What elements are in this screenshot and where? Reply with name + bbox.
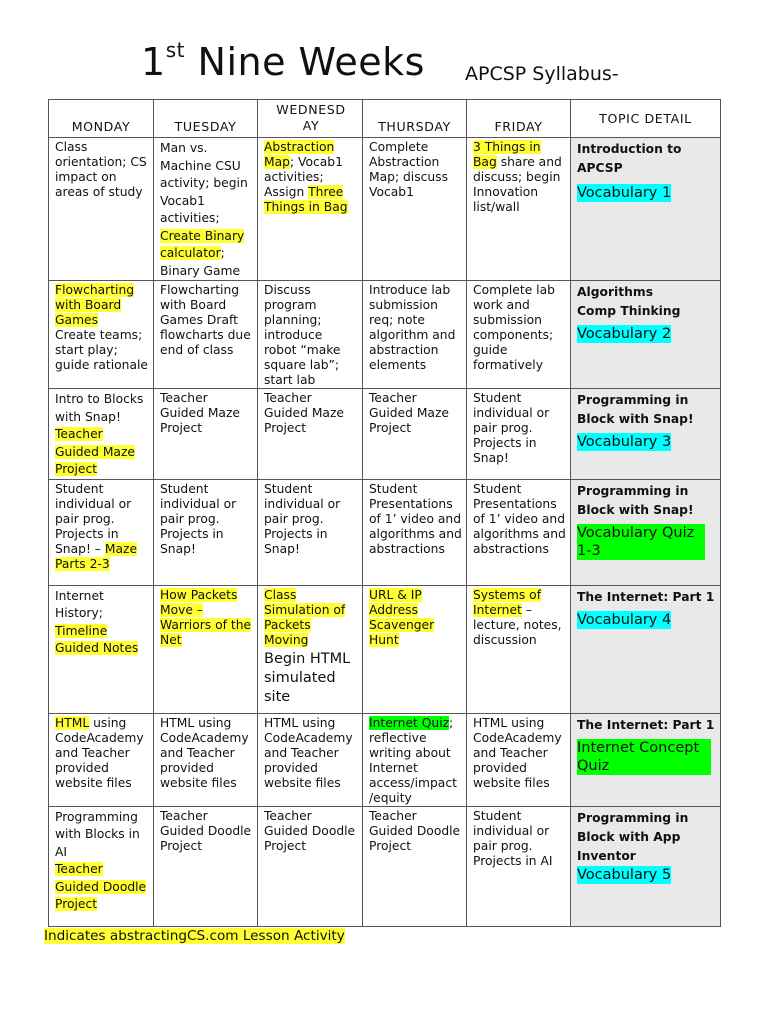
cell-monday: HTML using CodeAcademy and Teacher provided website files — [49, 713, 154, 806]
cell-thursday: Internet Quiz; reflective writing about Internet access/impact /equity — [363, 713, 467, 806]
cell-topic: The Internet: Part 1 Internet Concept Quiz — [571, 713, 721, 806]
column-header-wednesday: WEDNESDAY — [258, 100, 363, 138]
table-row — [49, 713, 721, 806]
cell-friday: HTML using CodeAcademy and Teacher provided website files — [467, 713, 571, 806]
cell-thursday: Complete Abstraction Map; discuss Vocab1 — [363, 138, 467, 281]
cell-friday: Student Presentations of 1’ video and algorithms and abstractions — [467, 479, 571, 585]
cell-topic: Programming in Block with Snap! Vocabulary 3 — [571, 389, 721, 480]
cell-friday: Student individual or pair prog. Projects in AI — [467, 806, 571, 926]
cell-tuesday: How Packets Move – Warriors of the Net — [154, 585, 258, 713]
cell-topic: The Internet: Part 1 Vocabulary 4 — [571, 585, 721, 713]
cell-topic: Introduction to APCSP Vocabulary 1 — [571, 138, 721, 281]
cell-wednesday: Class Simulation of Packets Moving Begin HTML simulated site — [258, 585, 363, 713]
cell-thursday: Teacher Guided Maze Project — [363, 389, 467, 480]
cell-monday: Intro to Blocks with Snap! Teacher Guided Maze Project — [49, 389, 154, 480]
cell-tuesday: Flowcharting with Board Games Draft flowcharts due end of class — [154, 281, 258, 389]
table-row — [49, 585, 721, 713]
cell-wednesday: Discuss program planning; introduce robot “make square lab”; start lab — [258, 281, 363, 389]
cell-friday: 3 Things in Bag share and discuss; begin Innovation list/wall — [467, 138, 571, 281]
cell-tuesday: Man vs. Machine CSU activity; begin Vocab1 activities; Create Binary calculator; Binary Game — [154, 138, 258, 281]
cell-tuesday: Teacher Guided Doodle Project — [154, 806, 258, 926]
cell-tuesday: Student individual or pair prog. Projects in Snap! — [154, 479, 258, 585]
cell-topic: Programming in Block with App Inventor Vocabulary 5 — [571, 806, 721, 926]
cell-monday: Class orientation; CS impact on areas of study — [49, 138, 154, 281]
table-row — [49, 281, 721, 389]
cell-tuesday: HTML using CodeAcademy and Teacher provided website files — [154, 713, 258, 806]
table-header-row — [49, 100, 721, 138]
cell-friday: Student individual or pair prog. Projects in Snap! — [467, 389, 571, 480]
page-subtitle: APCSP Syllabus- — [465, 63, 619, 85]
cell-tuesday: Teacher Guided Maze Project — [154, 389, 258, 480]
column-header-monday: MONDAY — [49, 100, 154, 138]
table-row — [49, 389, 721, 480]
cell-friday: Complete lab work and submission components; guide formatively — [467, 281, 571, 389]
cell-topic: Programming in Block with Snap! Vocabulary Quiz 1-3 — [571, 479, 721, 585]
cell-thursday: Teacher Guided Doodle Project — [363, 806, 467, 926]
column-header-tuesday: TUESDAY — [154, 100, 258, 138]
column-header-friday: FRIDAY — [467, 100, 571, 138]
cell-thursday: URL & IP Address Scavenger Hunt — [363, 585, 467, 713]
cell-monday: Student individual or pair prog. Projects in Snap! – Maze Parts 2-3 — [49, 479, 154, 585]
cell-wednesday: HTML using CodeAcademy and Teacher provided website files — [258, 713, 363, 806]
cell-monday: Programming with Blocks in AI Teacher Guided Doodle Project — [49, 806, 154, 926]
table-row — [49, 806, 721, 926]
legend-note: Indicates abstractingCS.com Lesson Activity — [44, 928, 345, 944]
table-row — [49, 479, 721, 585]
cell-wednesday: Teacher Guided Maze Project — [258, 389, 363, 480]
cell-wednesday: Abstraction Map; Vocab1 activities; Assign Three Things in Bag — [258, 138, 363, 281]
table-row — [49, 138, 721, 281]
cell-wednesday: Teacher Guided Doodle Project — [258, 806, 363, 926]
cell-monday: Internet History; Timeline Guided Notes — [49, 585, 154, 713]
cell-thursday: Student Presentations of 1’ video and algorithms and abstractions — [363, 479, 467, 585]
page-title: 1st Nine Weeks — [141, 38, 425, 84]
cell-monday: Flowcharting with Board Games Create teams; start play; guide rationale — [49, 281, 154, 389]
cell-thursday: Introduce lab submission req; note algorithm and abstraction elements — [363, 281, 467, 389]
cell-topic: Algorithms Comp Thinking Vocabulary 2 — [571, 281, 721, 389]
cell-friday: Systems of Internet – lecture, notes, discussion — [467, 585, 571, 713]
syllabus-table — [48, 99, 721, 927]
cell-wednesday: Student individual or pair prog. Projects in Snap! — [258, 479, 363, 585]
column-header-topic-detail: TOPIC DETAIL — [571, 100, 721, 138]
column-header-thursday: THURSDAY — [363, 100, 467, 138]
